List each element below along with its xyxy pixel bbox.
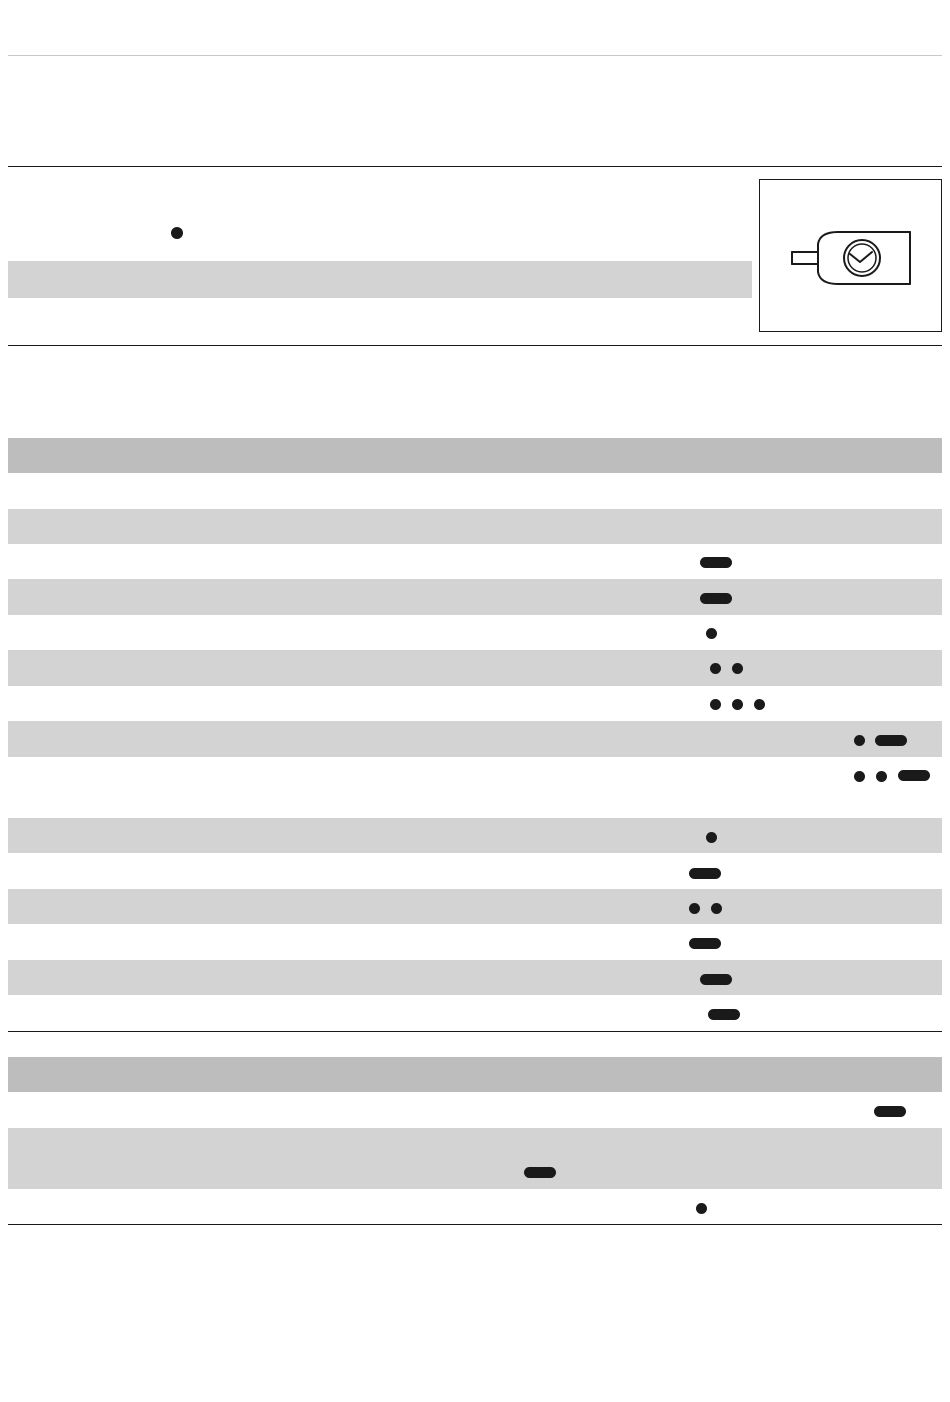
filled-dot-icon [696, 1203, 707, 1214]
filled-pill-icon [874, 1106, 906, 1117]
intro-top-rule [8, 166, 942, 167]
timer-knob-icon [760, 180, 941, 331]
filled-dot-icon [710, 663, 721, 674]
intro-bottom-rule [8, 345, 942, 346]
filled-pill-icon [898, 770, 930, 781]
filled-dot-icon [711, 903, 722, 914]
filled-pill-icon [700, 974, 732, 985]
intro-highlight-band [8, 261, 752, 298]
table-row [8, 686, 942, 721]
table-secondary-bottom-rule [8, 1224, 942, 1225]
table-row [8, 889, 942, 924]
filled-dot-icon [706, 832, 717, 843]
table-row [8, 924, 942, 960]
table-row [8, 853, 942, 889]
filled-dot-icon [710, 699, 721, 710]
table-row [8, 1189, 942, 1224]
filled-pill-icon [875, 735, 907, 746]
filled-pill-icon [700, 557, 732, 568]
filled-dot-icon [876, 771, 887, 782]
top-rule [8, 55, 942, 56]
table-row [8, 818, 942, 853]
table-row [8, 960, 942, 995]
table-main-header [8, 438, 942, 473]
illustration-frame [759, 179, 942, 332]
filled-dot-icon [732, 699, 743, 710]
table-main-bottom-rule [8, 1031, 942, 1032]
table-row [8, 579, 942, 615]
filled-dot-icon [854, 771, 865, 782]
filled-dot-icon [754, 699, 765, 710]
filled-pill-icon [689, 938, 721, 949]
filled-dot-icon [706, 628, 717, 639]
table-row [8, 995, 942, 1031]
table-row [8, 615, 942, 650]
filled-pill-icon [689, 868, 721, 879]
filled-pill-icon [700, 593, 732, 604]
filled-pill-icon [524, 1167, 556, 1178]
table-row [8, 721, 942, 757]
intro-dot-marker [171, 227, 183, 239]
table-row [8, 757, 942, 818]
filled-dot-icon [689, 903, 700, 914]
filled-pill-icon [708, 1009, 740, 1020]
table-row [8, 1128, 942, 1189]
table-row [8, 544, 942, 579]
table-row [8, 1092, 942, 1128]
table-row [8, 509, 942, 544]
filled-dot-icon [732, 663, 743, 674]
table-row [8, 473, 942, 509]
filled-dot-icon [854, 735, 865, 746]
table-row [8, 650, 942, 686]
table-secondary-header [8, 1057, 942, 1092]
